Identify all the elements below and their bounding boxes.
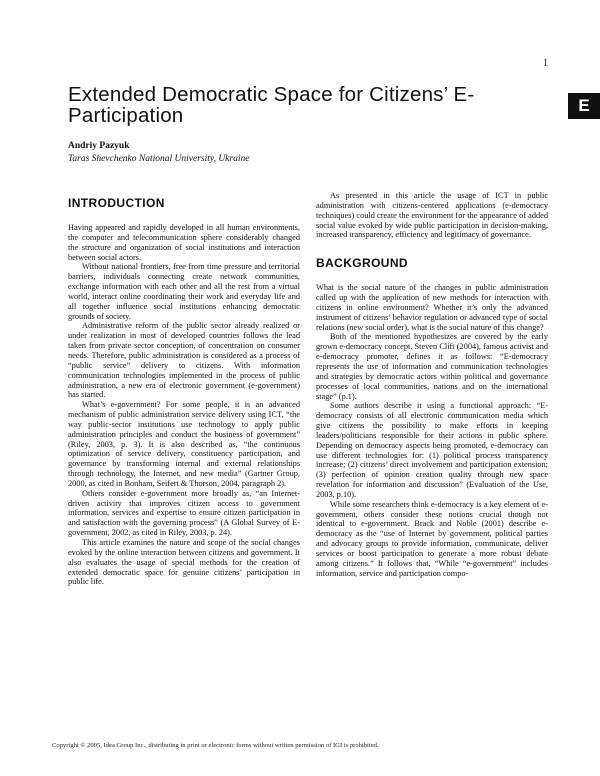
left-column — [68, 196, 300, 587]
article-title: Extended Democratic Space for Citizens’ E-Participation — [68, 83, 475, 127]
body-paragraph: As presented in this article the usage of ICT in public administration with citizens-centered applications (e-democracy techniques) could create the environment for the appearance of added social value evoked by wide public participation in decision-making, increased transparency, efficiency and legitimacy of governance. — [316, 191, 548, 240]
body-paragraph: Without national frontiers, free from time pressure and territorial barriers, individuals connecting create network communities, exchange information with each other and all the rest from a virtual world, interact online coordinating their work and everyday life and all together influence social institutions enhancing democratic grounds of society. — [68, 262, 300, 321]
introduction-heading: INTRODUCTION — [68, 196, 165, 210]
copyright-footer: Copyright © 2005, Idea Group Inc., distributing in print or electronic forms without written permission of IGI is prohibited. — [52, 742, 379, 749]
body-paragraph: What is the social nature of the changes in public administration called up with the application of new methods for interaction with citizens in online environment? Whether it’s only the advanced instrument of citizens’ behavior regulation or advanced type of social relations (new social order), what is the social nature of this change? — [316, 283, 548, 332]
body-paragraph: While some researchers think e-democracy is a key element of e-government, others consider these notions crucial though not identical to e-government. Brack and Noble (2001) describe e-democracy as the “use of Internet by government, political parties and advocacy groups to provide information, communicate, deliver services or boost participation to generate a more robust debate among citizens.” It follows that, “While “e-government” includes information, service and participation compo- — [316, 499, 548, 578]
body-paragraph: Both of the mentioned hypothesizes are covered by the early grown e-democracy concept. Steven Clift (2004), famous activist and e-democracy promoter, defines it as follows: “E-democracy represents the use of information and communication technologies and strategies by democratic actors within political and governance processes of local communities, nations and on the international stage” (p.1). — [316, 332, 548, 401]
body-paragraph: Having appeared and rapidly developed in all human environments, the computer and telecommunication sphere considerably changed the structure and organization of social institutions and interaction between social actors. — [68, 223, 300, 262]
right-column — [316, 191, 548, 579]
body-paragraph: This article examines the nature and scope of the social changes evoked by the online interaction between citizens and government. It also evaluates the usage of special methods for the creation of extended democratic space for genuine citizens’ participation in public life. — [68, 538, 300, 587]
body-paragraph: Others consider e-government more broadly as, “an Internet-driven activity that improves citizen access to government information, services and expertise to ensure citizen participation in and satisfaction with the governing process” (A Global Survey of E-government, 2002, as cited in Riley, 2003, p. 24). — [68, 488, 300, 538]
body-paragraph: Some authors describe it using a functional approach: “E-democracy consists of all electronic communication media which give citizens the possibility to make efforts in keeping leaders/politicians responsible for their actions in public sphere. Depending on democracy aspects being promoted, e-democracy can use different technologies for: (1) political process transparency increase; (2) citizens’ direct involvement and participation extension; (3) perfection of opinion creation quality through new space revelation for information and discussion” (Evaluation of the Use, 2003, p.10). — [316, 401, 548, 499]
author-name: Andriy Pazyuk — [68, 141, 130, 151]
section-letter-tab: E — [568, 93, 600, 119]
background-heading: BACKGROUND — [316, 256, 408, 271]
body-paragraph: What’s e-government? For some people, it is an advanced mechanism of public administration service delivery using ICT, “the way public-sector institutions use technology to apply public administration principles and conduct the business of government” (Riley, 2003, p. 3). It is also described as, “the continuous optimization of service delivery, constituency participation, and governance by transforming internal and external relationships through technology, the Internet, and new media” (Gartner Group, 2000, as cited in Bonham, Seifert & Thorson, 2004, paragraph 2). — [68, 400, 300, 488]
author-affiliation: Taras Shevchenko National University, Ukraine — [68, 154, 250, 164]
body-paragraph: Administrative reform of the public sector already realized or under realization in most of developed countries follows the lead taken from private sector conception, of concentration on consumer needs. Therefore, public administration is considered as a process of “public service” delivery to citizens. With information communication technologies implemented in the process of public administration, a new era of electronic government (e-government) has started. — [68, 321, 300, 400]
page-number: 1 — [543, 58, 548, 69]
